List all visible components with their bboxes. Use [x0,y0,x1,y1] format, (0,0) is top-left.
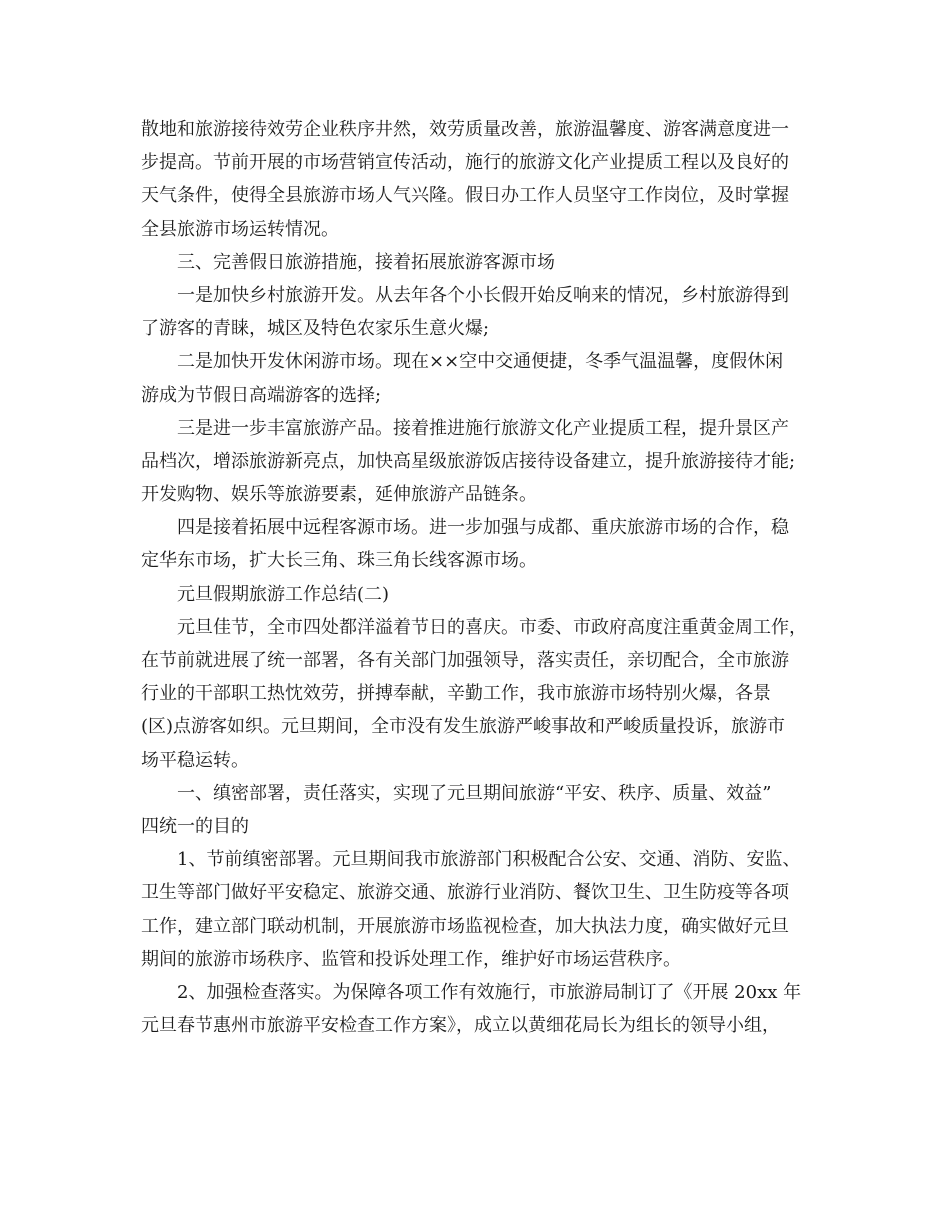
text-line: 四统一的目的 [141,815,249,837]
text-line: 行业的干部职工热忱效劳，拼搏奉献，辛勤工作，我市旅游市场特别火爆，各景 [141,683,771,705]
text-line: 元旦佳节，全市四处都洋溢着节日的喜庆。市委、市政府高度注重黄金周工作， [177,616,807,638]
document-body [141,113,813,1042]
text-line: 散地和旅游接待效劳企业秩序井然，效劳质量改善，旅游温馨度、游客满意度进一 [141,119,789,140]
text-line: 在节前就进展了统一部署，各有关部门加强领导，落实责任，亲切配合，全市旅游 [141,650,789,671]
text-line: 全县旅游市场运转情况。 [141,218,339,240]
text-line: 元旦春节惠州市旅游平安检查工作方案》，成立以黄细花局长为组长的领导小组， [141,1015,780,1037]
text-line: 三是进一步丰富旅游产品。接着推进施行旅游文化产业提质工程，提升景区产 [177,417,789,439]
text-line: 游成为节假日高端游客的选择; [141,384,382,406]
text-line: 工作，建立部门联动机制，开展旅游市场监视检查，加大执法力度，确实做好元旦 [141,915,789,937]
text-line: 二是加快开发休闲游市场。现在××空中交通便捷，冬季气温温馨，度假休闲 [177,351,784,373]
text-line: 品档次，增添旅游新亮点，加快高星级旅游饭店接待设备建立，提升旅游接待才能; [141,450,796,472]
section-heading: 三、完善假日旅游措施，接着拓展旅游客源市场 [177,251,555,273]
text-line: 天气条件，使得全县旅游市场人气兴隆。假日办工作人员坚守工作岗位，及时掌握 [141,185,789,207]
section-heading: 一、缜密部署，责任落实，实现了元旦期间旅游“平安、秩序、质量、效益” [177,782,772,804]
text-line: 卫生等部门做好平安稳定、旅游交通、旅游行业消防、餐饮卫生、卫生防疫等各项 [141,882,789,904]
text-line: 步提高。节前开展的市场营销宣传活动，施行的旅游文化产业提质工程以及良好的 [141,152,789,174]
text-line: 了游客的青睐，城区及特色农家乐生意火爆; [141,318,490,340]
text-line: 四是接着拓展中远程客源市场。进一步加强与成都、重庆旅游市场的合作，稳 [177,517,789,539]
text-line: 一是加快乡村旅游开发。从去年各个小长假开始反响来的情况，乡村旅游得到 [177,284,789,306]
text-line: 1、节前缜密部署。元旦期间我市旅游部门积极配合公安、交通、消防、安监、 [177,849,801,871]
text-line: (区)点游客如织。元旦期间，全市没有发生旅游严峻事故和严峻质量投诉，旅游市 [141,716,786,738]
text-line: 期间的旅游市场秩序、监管和投诉处理工作，维护好市场运营秩序。 [141,948,681,970]
text-line: 场平稳运转。 [141,749,249,771]
text-line: 定华东市场，扩大长三角、珠三角长线客源市场。 [141,550,537,572]
text-line: 开发购物、娱乐等旅游要素，延伸旅游产品链条。 [141,484,537,506]
text-line: 2、加强检查落实。为保障各项工作有效施行，市旅游局制订了《开展 20xx 年 [177,981,802,1003]
document-title: 元旦假期旅游工作总结(二) [177,583,390,605]
